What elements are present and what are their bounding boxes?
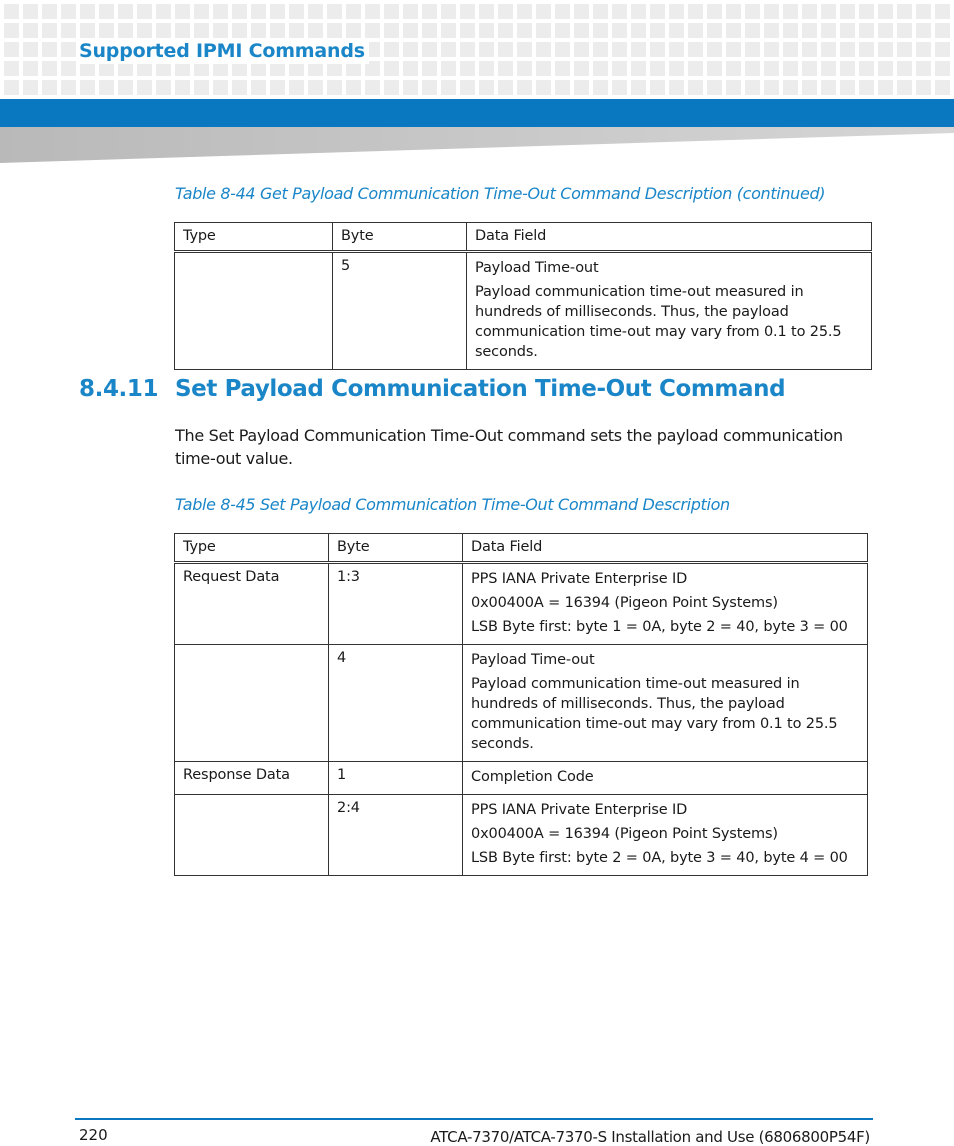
table-row — [175, 795, 868, 876]
footer-rule — [75, 1118, 873, 1120]
data-field-line: 0x00400A = 16394 (Pigeon Point Systems) — [471, 826, 778, 842]
header-blue-bar — [0, 99, 954, 127]
byte-cell: 2:4 — [329, 795, 463, 876]
table-row — [175, 762, 868, 795]
data-field-line: PPS IANA Private Enterprise ID — [471, 571, 688, 587]
type-cell — [175, 645, 329, 762]
document-title: ATCA-7370/ATCA-7370-S Installation and Use (6806800P54F) — [430, 1128, 870, 1146]
table-44 — [174, 222, 872, 370]
type-cell: Response Data — [175, 762, 329, 795]
type-cell — [175, 795, 329, 876]
byte-cell: 5 — [333, 252, 467, 370]
column-header-type: Type — [175, 223, 333, 252]
data-field-cell — [467, 252, 872, 370]
column-header-byte: Byte — [329, 534, 463, 563]
column-header-type: Type — [175, 534, 329, 563]
table-44-caption: Table 8-44 Get Payload Communication Time-Out Command Description (continued) — [175, 184, 826, 203]
type-cell: Request Data — [175, 563, 329, 645]
table-45-caption: Table 8-45 Set Payload Communication Time-Out Command Description — [175, 495, 730, 514]
data-field-line: PPS IANA Private Enterprise ID — [471, 802, 688, 818]
type-cell — [175, 252, 333, 370]
chapter-title: Supported IPMI Commands — [79, 38, 369, 64]
section-heading — [79, 376, 785, 402]
data-field-line: 0x00400A = 16394 (Pigeon Point Systems) — [471, 595, 778, 611]
table-header-row — [175, 534, 868, 563]
data-field-line: Completion Code — [471, 769, 594, 785]
byte-cell: 1 — [329, 762, 463, 795]
page-number: 220 — [79, 1126, 108, 1144]
data-field-line: Payload communication time-out measured in hundreds of milliseconds. Thus, the payload communication time-out may vary from 0.1 to 25.5 seconds. — [475, 284, 842, 360]
table-row — [175, 252, 872, 370]
section-number: 8.4.11 — [79, 376, 159, 402]
data-field-line: Payload communication time-out measured in hundreds of milliseconds. Thus, the payload communication time-out may vary from 0.1 to 25.5 seconds. — [471, 676, 838, 752]
column-header-byte: Byte — [333, 223, 467, 252]
data-field-line: LSB Byte first: byte 1 = 0A, byte 2 = 40, byte 3 = 00 — [471, 619, 848, 635]
data-field-cell — [463, 645, 868, 762]
column-header-data-field: Data Field — [467, 223, 872, 252]
byte-cell: 4 — [329, 645, 463, 762]
data-field-line: Payload Time-out — [471, 652, 595, 668]
table-row — [175, 645, 868, 762]
header-gray-wedge — [0, 127, 954, 163]
section-title: Set Payload Communication Time-Out Command — [175, 376, 786, 402]
column-header-data-field: Data Field — [463, 534, 868, 563]
data-field-cell — [463, 762, 868, 795]
table-45 — [174, 533, 868, 876]
table-header-row — [175, 223, 872, 252]
byte-cell: 1:3 — [329, 563, 463, 645]
section-body-text: The Set Payload Communication Time-Out command sets the payload communication time-out value. — [175, 426, 843, 468]
data-field-line: Payload Time-out — [475, 260, 599, 276]
data-field-cell — [463, 795, 868, 876]
data-field-line: LSB Byte first: byte 2 = 0A, byte 3 = 40, byte 4 = 00 — [471, 850, 848, 866]
data-field-cell — [463, 563, 868, 645]
table-row — [175, 563, 868, 645]
